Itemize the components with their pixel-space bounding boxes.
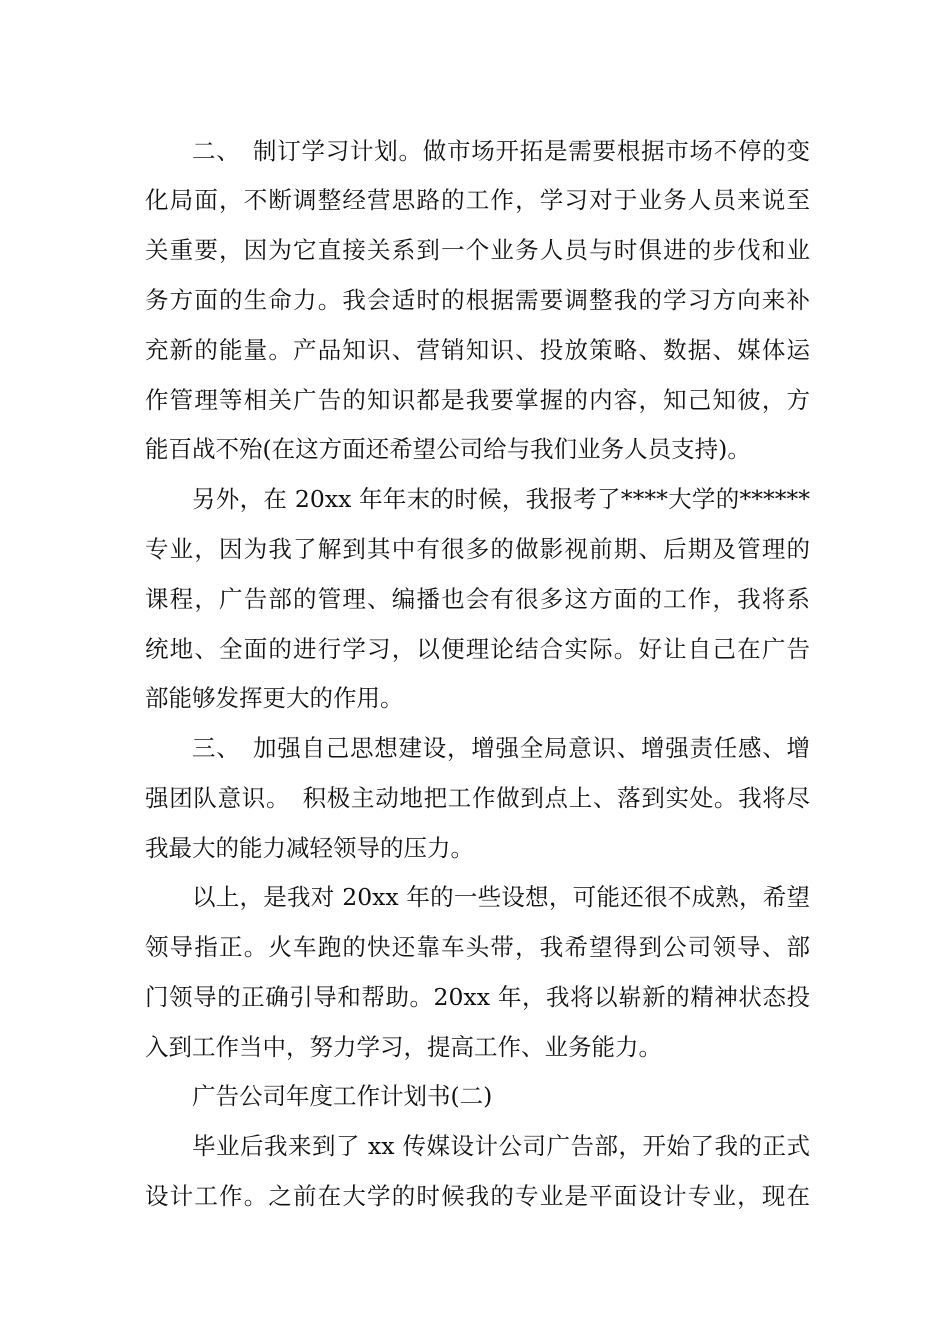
section-heading: 广告公司年度工作计划书(二) xyxy=(192,1082,493,1110)
text-line: 入到工作当中，努力学习，提高工作、业务能力。 xyxy=(145,1033,662,1061)
text-line: 门领导的正确引导和帮助。20xx 年，我将以崭新的精神状态投 xyxy=(145,983,810,1011)
text-line: 部能够发挥更大的作用。 xyxy=(145,684,404,712)
text-line: 设计工作。之前在大学的时候我的专业是平面设计专业，现在 xyxy=(145,1182,810,1210)
text-line: 二、 制订学习计划。做市场开拓是需要根据市场不停的变 xyxy=(192,137,810,165)
text-line: 作管理等相关广告的知识都是我要掌握的内容，知己知彼，方 xyxy=(145,386,810,414)
text-line: 化局面，不断调整经营思路的工作，学习对于业务人员来说至 xyxy=(145,186,810,214)
text-line: 以上，是我对 20xx 年的一些设想，可能还很不成熟，希望 xyxy=(192,883,810,911)
text-line: 关重要，因为它直接关系到一个业务人员与时俱进的步伐和业 xyxy=(145,236,810,264)
text-line: 专业，因为我了解到其中有很多的做影视前期、后期及管理的 xyxy=(145,535,810,563)
text-line: 领导指正。火车跑的快还靠车头带，我希望得到公司领导、部 xyxy=(145,933,810,961)
text-line: 另外，在 20xx 年年末的时候，我报考了****大学的****** xyxy=(192,485,810,513)
text-line: 务方面的生命力。我会适时的根据需要调整我的学习方向来补 xyxy=(145,286,810,314)
text-line: 课程，广告部的管理、编播也会有很多这方面的工作，我将系 xyxy=(145,585,810,613)
text-line: 毕业后我来到了 xx 传媒设计公司广告部，开始了我的正式 xyxy=(192,1132,810,1160)
text-line: 能百战不殆(在这方面还希望公司给与我们业务人员支持)。 xyxy=(145,435,751,463)
text-line: 强团队意识。 积极主动地把工作做到点上、落到实处。我将尽 xyxy=(145,784,810,812)
text-line: 统地、全面的进行学习，以便理论结合实际。好让自己在广告 xyxy=(145,635,810,663)
text-line: 充新的能量。产品知识、营销知识、投放策略、数据、媒体运 xyxy=(145,336,810,364)
text-line: 三、 加强自己思想建设，增强全局意识、增强责任感、增 xyxy=(192,734,810,762)
text-line: 我最大的能力减轻领导的压力。 xyxy=(145,834,474,862)
